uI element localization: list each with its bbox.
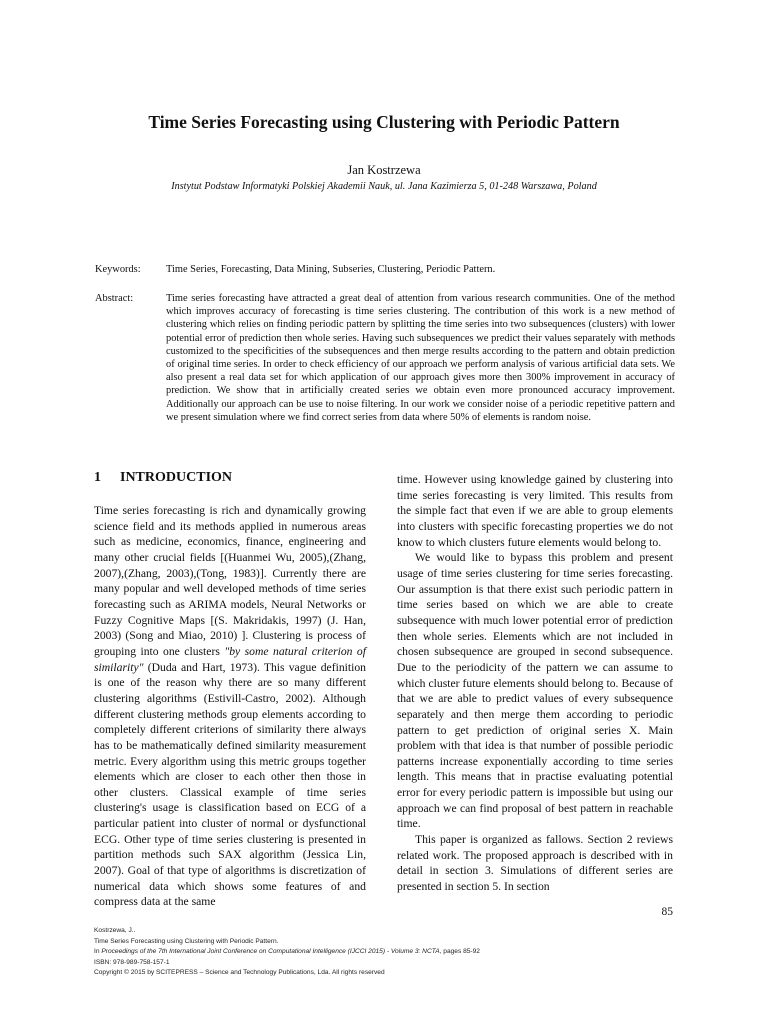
footer-pages: , pages 85-92 bbox=[439, 948, 480, 955]
abstract-text: Time series forecasting have attracted a great deal of attention from various research communities. One of the method which improves accuracy of forecasting is time series clustering. The contribution of this work is a new method of clustering which relies on finding periodic pattern by splitting the time series into two subsequences (clusters) with lower potential error of prediction then whole series. Having such subsequences we predict their values separately with methods customized to the specificities of the subsequences and then merge results according to the pattern and obtain prediction of original time series. In order to check efficiency of our approach we perform analysis of various artificial data sets. We also present a real data set for which application of our approach gives more then 300% improvement in accuracy of prediction. We show that in artificially created series we obtain even more pronounced accuracy improvement. Additionally our approach can be use to noise filtering. In our work we consider noise of a periodic repetitive pattern and we present simulation where we find correct series from data where 50% of elements is random noise. bbox=[166, 293, 675, 423]
right-paragraph-2: We would like to bypass this problem and present usage of time series clustering for time series forecasting. Our assumption is that there exist such periodic pattern in time series based on which we are able to create subsequence with much lower potential error of prediction then whole series. Elements which are not included in chosen subsequence are grouped in second subsequence. Due to the periodicity of the pattern we can assume to which cluster future elements should belong to. Because of that we are able to predict values of every subsequence separately and then merge them according to periodic pattern to get prediction of original series X. Main problem with that idea is that number of possible periodic patterns increase exponentially according to time series length. This means that in practise evaluating potential error for every periodic pattern is impossible but using our approach we can find proposal of best pattern in reachable time. bbox=[397, 551, 673, 831]
author-affiliation: Instytut Podstaw Informatyki Polskiej Akademii Nauk, ul. Jana Kazimierza 5, 01-248 Warszawa, Poland bbox=[171, 181, 597, 192]
intro-text-a: Time series forecasting is rich and dynamically growing science field and its methods applied in numerous areas such as medicine, economics, finance, engineering and many other crucial fields [(Huanmei Wu, 2005),(Zhang, 2007),(Zhang, 2003),(Tong, 1983)]. Currently there are many popular and well developed methods of time series forecasting such as ARIMA models, Neural Networks or Fuzzy Cognitive Maps [(S. Makridakis, 1997) (J. Han, 2003) (Song and Miao, 2010) ]. Clustering is process of grouping into one clusters bbox=[94, 504, 366, 658]
keywords-label: Keywords: bbox=[95, 264, 141, 275]
footer-proceedings bbox=[94, 947, 694, 958]
paper-title: Time Series Forecasting using Clustering with Periodic Pattern bbox=[148, 112, 620, 132]
intro-quote: "by some natural criterion of similarity" bbox=[94, 644, 366, 674]
footer-venue: Proceedings of the 7th International Joint Conference on Computational Intelligence (IJCCI 2015) - Volume 3: NCTA bbox=[101, 948, 440, 955]
footer-isbn: ISBN: 978-989-758-157-1 bbox=[94, 958, 170, 966]
footer-in: In bbox=[94, 948, 102, 955]
left-column bbox=[94, 503, 366, 910]
author-name: Jan Kostrzewa bbox=[347, 163, 421, 177]
footer-title: Time Series Forecasting using Clustering with Periodic Pattern. bbox=[94, 937, 279, 945]
footer-authors: Kostrzewa, J.. bbox=[94, 927, 136, 934]
right-paragraph-1: time. However using knowledge gained by clustering into time series forecasting is very limited. This results from the simple fact that even if we are able to group elements into clusters with specific forecasting properties we do not know to which clusters future elements would belong to. bbox=[397, 473, 673, 549]
section-number: 1 bbox=[94, 470, 101, 485]
intro-paragraph-1 bbox=[94, 503, 366, 910]
intro-text-b: (Duda and Hart, 1973). This vague definition is one of the reason why there are so many different clustering algorithms (Estivill-Castro, 2002). Although different clustering methods group elements according to completely different criterions of similarity there always has to be mathematically defined similarity measurement metric. Every algorithm using this metric groups together elements which are closer to each other then those in other clusters. Classical example of time series clustering's usage is classification based on ECG of a particular patient into cluster of normal or dysfunctional ECG. Other type of time series clustering is presented in partition methods such SAX algorithm (Jessica Lin, 2007). Goal of that type of algorithms is discretization of numerical data which shows some features of and compress data at the same bbox=[94, 660, 366, 909]
keywords-text: Time Series, Forecasting, Data Mining, Subseries, Clustering, Periodic Pattern. bbox=[166, 264, 496, 275]
abstract-label: Abstract: bbox=[95, 293, 134, 304]
footer-copyright: Copyright © 2015 by SCITEPRESS – Science and Technology Publications, Lda. All rights reserved bbox=[94, 969, 385, 976]
right-paragraph-3: This paper is organized as fallows. Section 2 reviews related work. The proposed approach is described with in detail in section 3. Simulations of different series are presented in section 5. In section bbox=[397, 833, 673, 894]
citation-footer bbox=[94, 926, 694, 979]
section-heading bbox=[94, 469, 232, 487]
right-column bbox=[397, 472, 673, 895]
page-number: 85 bbox=[661, 906, 673, 918]
section-title: INTRODUCTION bbox=[120, 470, 233, 485]
